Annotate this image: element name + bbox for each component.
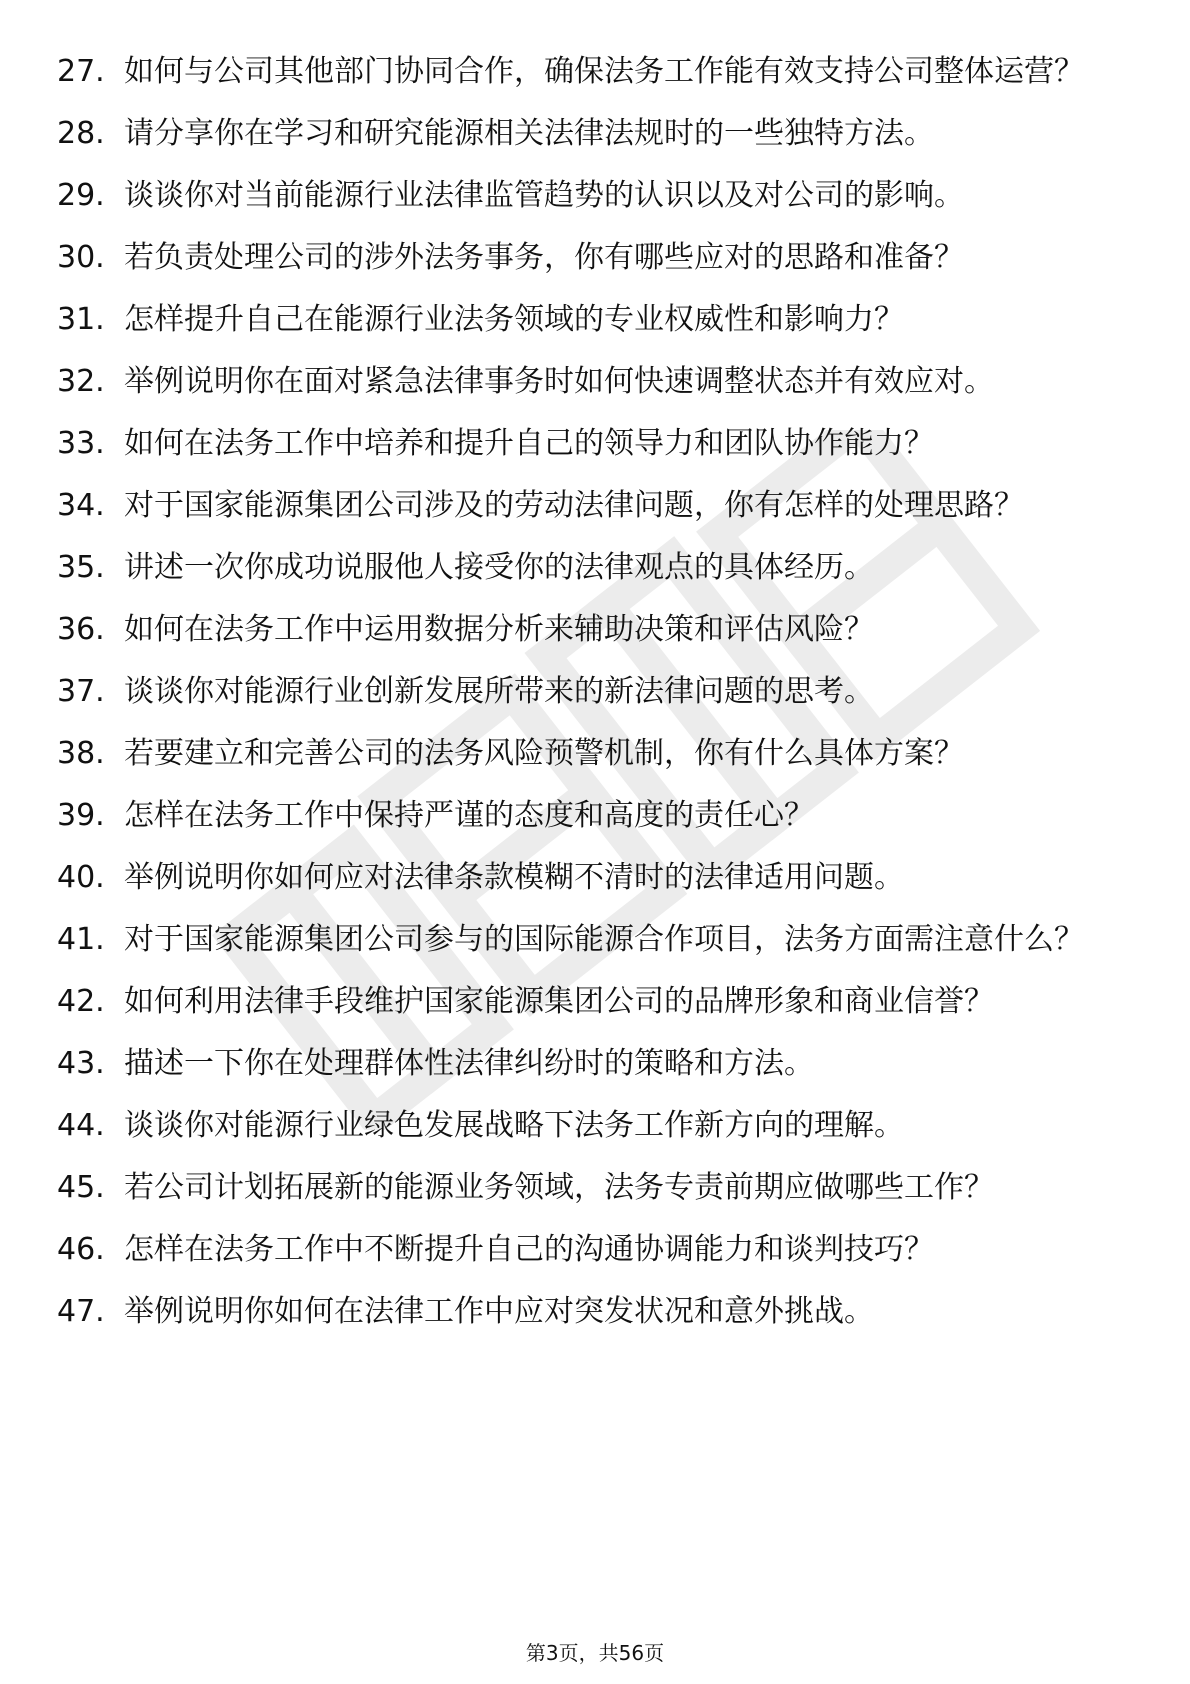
question-item [0,610,1190,650]
question-text: 举例说明你如何在法律工作中应对突发状况和意外挑战。 [124,1294,874,1329]
question-number: 31. [57,302,105,337]
question-item [0,1292,1190,1332]
question-text: 如何利用法律手段维护国家能源集团公司的品牌形象和商业信誉？ [124,984,994,1019]
question-item [0,114,1190,154]
question-text: 如何在法务工作中培养和提升自己的领导力和团队协作能力？ [124,426,934,461]
question-text: 怎样提升自己在能源行业法务领域的专业权威性和影响力？ [124,302,904,337]
question-number: 35. [57,550,105,585]
question-text: 谈谈你对当前能源行业法律监管趋势的认识以及对公司的影响。 [124,178,964,213]
question-number: 45. [57,1170,105,1205]
question-item [0,176,1190,216]
question-text: 谈谈你对能源行业创新发展所带来的新法律问题的思考。 [124,674,874,709]
question-number: 44. [57,1108,105,1143]
question-text: 请分享你在学习和研究能源相关法律法规时的一些独特方法。 [124,116,934,151]
question-number: 30. [57,240,105,275]
question-item [0,796,1190,836]
page-footer [0,1641,1190,1665]
question-item [0,858,1190,898]
question-number: 46. [57,1232,105,1267]
question-text: 若公司计划拓展新的能源业务领域，法务专责前期应做哪些工作？ [124,1170,994,1205]
question-item [0,1106,1190,1146]
question-text: 谈谈你对能源行业绿色发展战略下法务工作新方向的理解。 [124,1108,904,1143]
question-item [0,548,1190,588]
question-item [0,920,1190,960]
question-number: 43. [57,1046,105,1081]
question-text: 如何与公司其他部门协同合作，确保法务工作能有效支持公司整体运营？ [124,54,1084,89]
question-number: 39. [57,798,105,833]
question-number: 47. [57,1294,105,1329]
question-item [0,424,1190,464]
question-item [0,300,1190,340]
question-number: 42. [57,984,105,1019]
question-number: 41. [57,922,105,957]
question-item [0,1230,1190,1270]
question-number: 27. [57,54,105,89]
question-list [0,52,1190,1354]
question-text: 对于国家能源集团公司涉及的劳动法律问题，你有怎样的处理思路？ [124,488,1024,523]
question-item [0,238,1190,278]
question-number: 32. [57,364,105,399]
question-number: 29. [57,178,105,213]
question-number: 28. [57,116,105,151]
question-item [0,52,1190,92]
question-text: 描述一下你在处理群体性法律纠纷时的策略和方法。 [124,1046,814,1081]
question-number: 38. [57,736,105,771]
question-item [0,982,1190,1022]
question-text: 若负责处理公司的涉外法务事务，你有哪些应对的思路和准备？ [124,240,964,275]
question-number: 37. [57,674,105,709]
question-text: 若要建立和完善公司的法务风险预警机制，你有什么具体方案？ [124,736,964,771]
page-number-label: 第3页，共56页 [525,1641,665,1665]
question-number: 40. [57,860,105,895]
question-item [0,734,1190,774]
question-number: 34. [57,488,105,523]
question-item [0,362,1190,402]
question-number: 36. [57,612,105,647]
question-text: 如何在法务工作中运用数据分析来辅助决策和评估风险？ [124,612,874,647]
question-item [0,1168,1190,1208]
question-text: 怎样在法务工作中保持严谨的态度和高度的责任心？ [124,798,814,833]
question-text: 举例说明你在面对紧急法律事务时如何快速调整状态并有效应对。 [124,364,994,399]
question-item [0,672,1190,712]
question-item [0,1044,1190,1084]
question-text: 讲述一次你成功说服他人接受你的法律观点的具体经历。 [124,550,874,585]
question-text: 对于国家能源集团公司参与的国际能源合作项目，法务方面需注意什么？ [124,922,1084,957]
question-item [0,486,1190,526]
question-number: 33. [57,426,105,461]
question-text: 举例说明你如何应对法律条款模糊不清时的法律适用问题。 [124,860,904,895]
question-text: 怎样在法务工作中不断提升自己的沟通协调能力和谈判技巧？ [124,1232,934,1267]
